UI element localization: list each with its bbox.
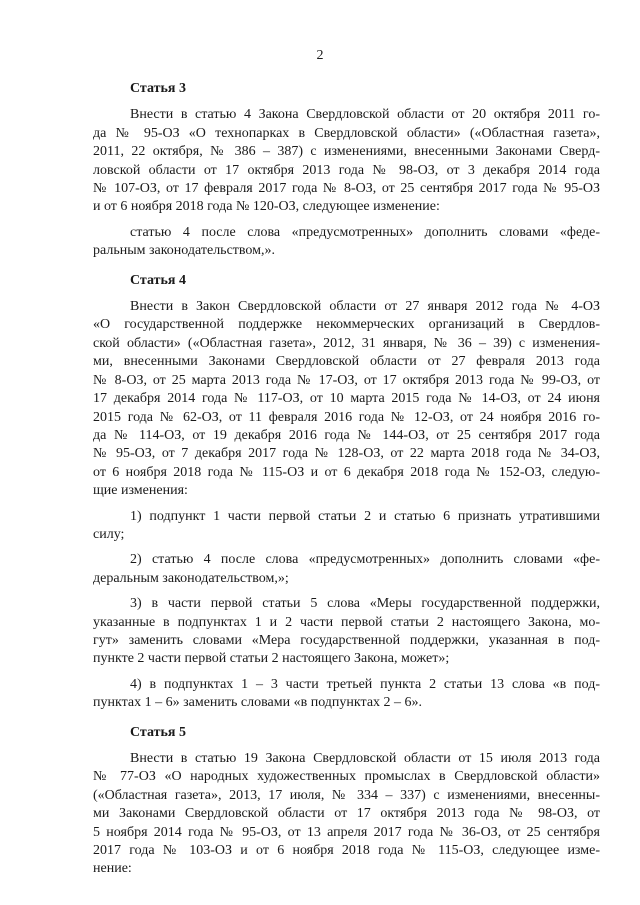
text-line: да № 95-ОЗ «О технопарках в Свердловской области» («Областная газета», (93, 125, 600, 141)
document-body (93, 80, 600, 886)
article-heading: Статья 3 (130, 81, 186, 96)
article-section (93, 724, 600, 879)
text-line: указанные в подпунктах 1 и 2 части первой статьи 2 настоящего Закона, мо- (93, 614, 600, 630)
text-line: пункте 2 части первой статьи 2 настоящего Закона, может»; (93, 651, 450, 667)
text-line: Внести в статью 19 Закона Свердловской области от 15 июля 2013 года (130, 751, 600, 766)
text-line: 2017 года № 103-ОЗ и от 6 ноября 2018 года № 115-ОЗ, следующее изме- (93, 843, 600, 859)
text-line: ми Законами Свердловской области от 17 октября 2013 года № 98-ОЗ, от (93, 806, 600, 822)
text-line: деральным законодательством,»; (93, 570, 289, 586)
paragraph (93, 676, 600, 713)
text-line: № 107-ОЗ, от 17 февраля 2017 года № 8-ОЗ, от 25 сентября 2017 года № 95-ОЗ (93, 181, 600, 197)
text-line: 2011, 22 октября, № 386 – 387) с изменениями, внесенными Законами Сверд- (93, 144, 600, 160)
article-section (93, 80, 600, 261)
text-line: статью 4 после слова «предусмотренных» дополнить словами «феде- (130, 224, 600, 240)
paragraph (93, 508, 600, 545)
text-line: щие изменения: (93, 483, 188, 499)
text-line: и от 6 ноября 2018 года № 120-ОЗ, следующее изменение: (93, 199, 440, 215)
text-line: («Областная газета», 2013, 17 июля, № 334 – 337) с изменениями, внесенны- (93, 787, 600, 803)
paragraph (93, 595, 600, 669)
paragraph (93, 224, 600, 261)
text-line: ми, внесенными Законами Свердловской области от 27 февраля 2013 года (93, 354, 600, 370)
text-line: Внести в статью 4 Закона Свердловской области от 20 октября 2011 го- (130, 107, 600, 123)
text-line: № 8-ОЗ, от 25 марта 2013 года № 17-ОЗ, от 17 октября 2013 года № 99-ОЗ, от (93, 372, 600, 388)
page-number: 2 (316, 48, 324, 63)
text-line: № 95-ОЗ, от 7 декабря 2017 года № 128-ОЗ, от 22 марта 2018 года № 34-ОЗ, (93, 446, 600, 462)
text-line: 2015 года № 62-ОЗ, от 11 февраля 2016 года № 12-ОЗ, от 24 ноября 2016 го- (93, 409, 600, 425)
text-line: 4) в подпунктах 1 – 3 части третьей пункта 2 статьи 13 слова «в под- (130, 676, 600, 692)
text-line: 5 ноября 2014 года № 95-ОЗ, от 13 апреля 2017 года № 36-ОЗ, от 25 сентября (93, 824, 600, 840)
text-line: 2) статью 4 после слова «предусмотренных» дополнить словами «фе- (130, 552, 600, 568)
paragraph (93, 750, 600, 879)
paragraph (93, 106, 600, 216)
article-heading: Статья 5 (130, 724, 186, 740)
text-line: ловской области от 17 октября 2013 года № 98-ОЗ, от 3 декабря 2014 года (93, 162, 600, 178)
text-line: 1) подпункт 1 части первой статьи 2 и статью 6 признать утратившими (130, 508, 600, 524)
text-line: «О государственной поддержке некоммерческих организаций в Свердлов- (93, 317, 600, 333)
text-line: 17 декабря 2014 года № 117-ОЗ, от 10 марта 2015 года № 14-ОЗ, от 24 июня (93, 391, 600, 407)
paragraph (93, 298, 600, 500)
text-line: силу; (93, 526, 125, 542)
text-line: № 77-ОЗ «О народных художественных промыслах в Свердловской области» (93, 769, 600, 785)
article-section (93, 272, 600, 713)
text-line: ральным законодательством,». (93, 243, 276, 259)
text-line: гут» заменить словами «Мера государственной поддержки, указанная в под- (93, 632, 600, 648)
paragraph (93, 551, 600, 588)
text-line: да № 114-ОЗ, от 19 декабря 2016 года № 144-ОЗ, от 25 сентября 2017 года (93, 427, 600, 443)
text-line: нение: (93, 861, 132, 877)
text-line: от 6 ноября 2018 года № 115-ОЗ и от 6 декабря 2018 года № 152-ОЗ, следую- (93, 464, 600, 480)
text-line: ской области» («Областная газета», 2012, 31 января, № 36 – 39) с изменения- (93, 335, 600, 351)
article-heading: Статья 4 (130, 272, 186, 288)
text-line: 3) в части первой статьи 5 слова «Меры государственной поддержки, (130, 596, 600, 612)
text-line: Внести в Закон Свердловской области от 27 января 2012 года № 4-ОЗ (130, 299, 600, 315)
text-line: пунктах 1 – 6» заменить словами «в подпунктах 2 – 6». (93, 695, 423, 711)
